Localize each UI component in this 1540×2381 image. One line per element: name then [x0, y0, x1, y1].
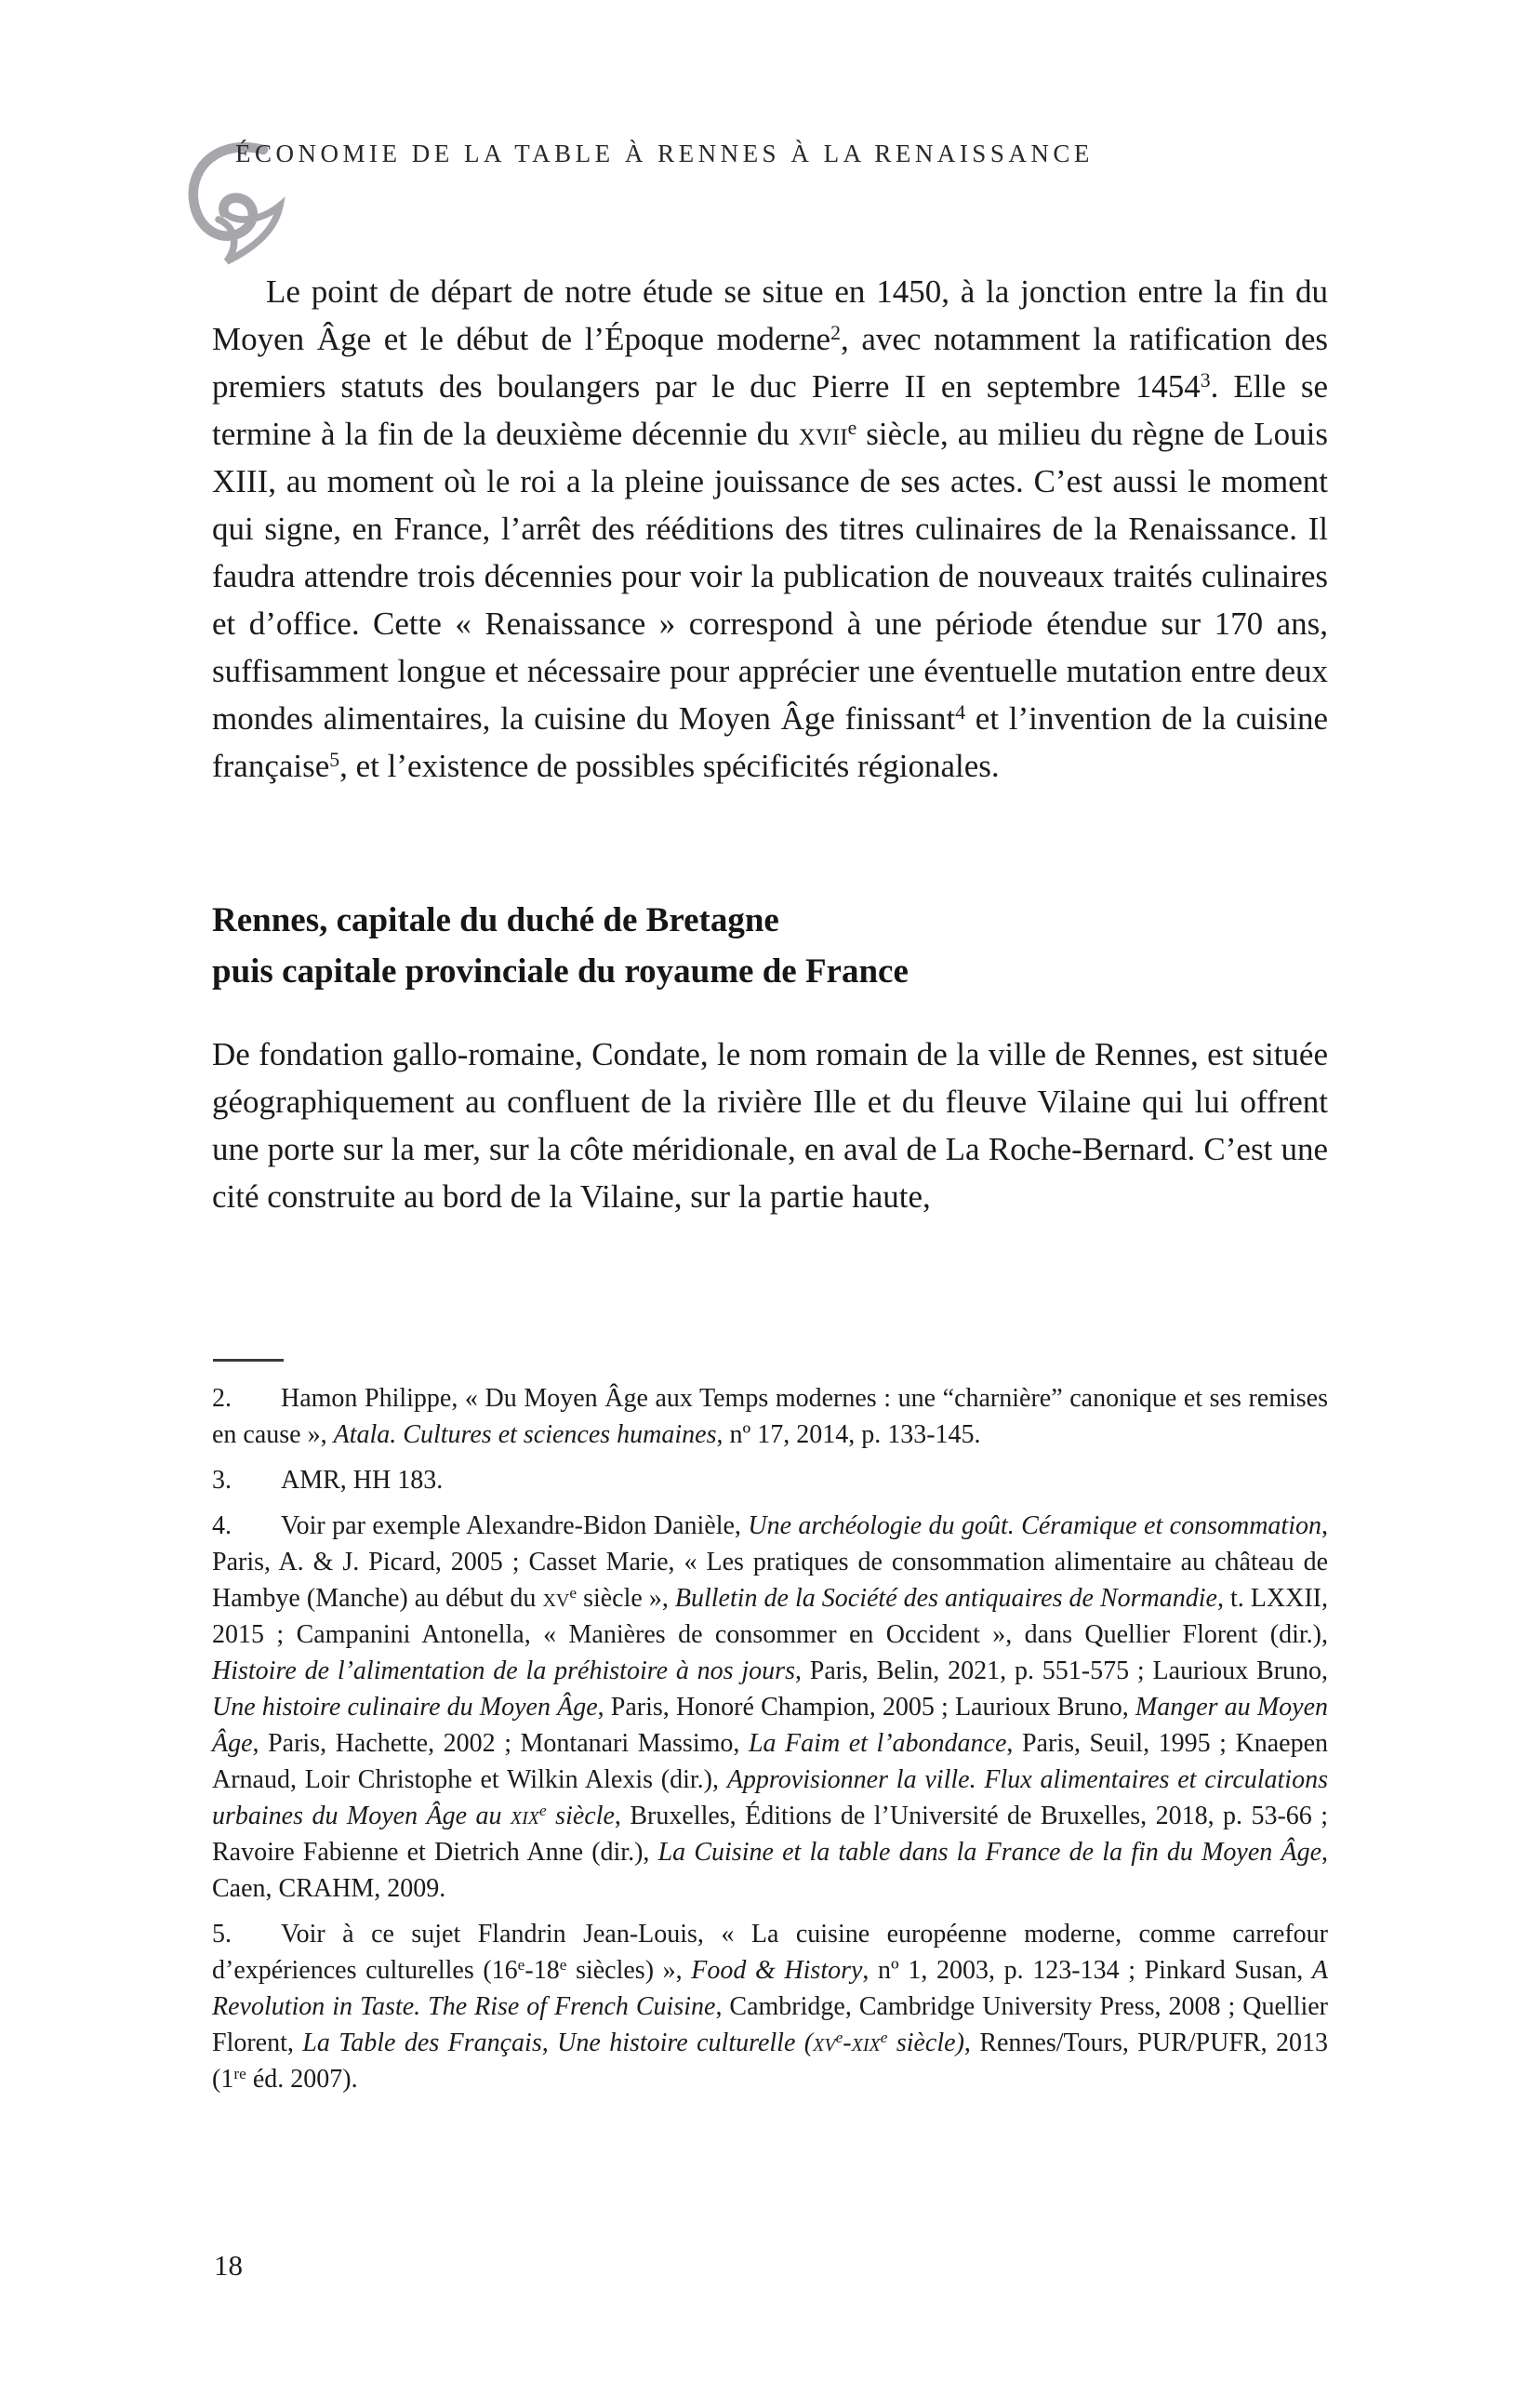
text-segment: siècle », [577, 1584, 675, 1613]
footnote-item [212, 1462, 1328, 1498]
text-segment: , Cambridge, Cambridge University Press, 2008 ; Quellier Florent, [212, 1992, 1328, 2057]
text-segment: 4 [955, 700, 966, 724]
text-segment: Histoire de l’alimentation de la préhistoire à nos jours [212, 1656, 795, 1685]
text-segment: Hamon Philippe, « Du Moyen Âge aux Temps modernes : une “charnière” canonique et ses remises en cause », [212, 1384, 1328, 1449]
footnote-separator-rule [213, 1359, 284, 1362]
text-segment: - [843, 2029, 852, 2057]
text-segment: , et l’existence de possibles spécificités régionales. [339, 748, 1000, 784]
text-segment: siècles) », [566, 1956, 692, 1985]
text-segment: et l’invention de la cuisine française [212, 700, 1328, 784]
text-segment: , nº 1, 2003, p. 123-134 ; Pinkard Susan, [862, 1956, 1312, 1985]
text-segment: xv [542, 1584, 570, 1613]
section-heading-line1: Rennes, capitale du duché de Bretagne [212, 901, 779, 939]
text-segment: Atala. Cultures et sciences humaines [333, 1420, 717, 1449]
body-paragraph-1 [212, 268, 1328, 790]
text-segment: , Paris, A. & J. Picard, 2005 ; Casset Marie, « Les pratiques de consommation alimentaire au château de Hambye (Manche) au début du [212, 1511, 1328, 1613]
text-segment: 3 [1200, 368, 1211, 392]
body-paragraph-2 [212, 1031, 1328, 1220]
text-segment: e [569, 1583, 578, 1602]
text-segment: siècle) [887, 2029, 964, 2057]
text-segment: , Paris, Hachette, 2002 ; Montanari Massimo, [252, 1729, 749, 1758]
text-segment: xix [851, 2029, 881, 2057]
text-segment: siècle, au milieu du règne de Louis XIII, au moment où le roi a la pleine jouissance de ses actes. C’est aussi le moment qui signe, en France, l’arrêt des rééditions des titres culinaires de la Renaissance. Il faudra attendre trois décennies pour voir la publication de nouveaux traités culinaires et d’office. Cette « Renaissance » correspond à une période étendue sur 170 ans, suffisamment longue et nécessaire pour apprécier une éventuelle mutation entre deux mondes alimentaires, la cuisine du Moyen Âge finissant [212, 416, 1329, 737]
text-segment: Une histoire culinaire du Moyen Âge [212, 1693, 598, 1722]
text-segment: AMR, HH 183. [281, 1466, 444, 1495]
text-segment: e [559, 1955, 567, 1974]
footnotes-section [212, 1380, 1328, 2107]
text-segment: xvii [798, 416, 848, 452]
text-segment: , Paris, Belin, 2021, p. 551-575 ; Laurioux Bruno, [794, 1656, 1328, 1685]
text-segment: -18 [524, 1956, 560, 1985]
text-segment: , Paris, Seuil, 1995 ; Knaepen Arnaud, Loir Christophe et Wilkin Alexis (dir.), [212, 1729, 1328, 1794]
text-segment: e [517, 1955, 525, 1974]
footnote-number: 4. [212, 1511, 232, 1540]
footnote-number: 2. [212, 1384, 232, 1413]
text-segment: xv [813, 2029, 836, 2057]
footnote-number: 5. [212, 1920, 232, 1949]
text-segment: Approvisionner la ville. Flux alimentaires et circulations urbaines du Moyen Âge au [212, 1765, 1328, 1830]
text-segment: , Bruxelles, Éditions de l’Université de Bruxelles, 2018, p. 53-66 ; Ravoire Fabienne et Dietrich Anne (dir.), [212, 1802, 1328, 1867]
text-segment: siècle [546, 1802, 615, 1830]
text-segment: e [880, 2028, 888, 2046]
running-header-text: ÉCONOMIE DE LA TABLE À RENNES À LA RENAISSANCE [235, 140, 1094, 167]
footnote-item [212, 1916, 1328, 2097]
text-segment: La Faim et l’abondance [748, 1729, 1007, 1758]
footnote-number: 3. [212, 1466, 232, 1495]
text-segment: A Revolution in Taste. The Rise of French Cuisine [212, 1956, 1328, 2021]
section-heading [212, 895, 1328, 997]
text-segment: , t. LXXII, 2015 ; Campanini Antonella, « Manières de consommer en Occident », dans Quellier Florent (dir.), [212, 1584, 1328, 1649]
text-segment: , Caen, CRAHM, 2009. [212, 1838, 1328, 1903]
text-segment: re [233, 2064, 246, 2082]
text-segment: Voir par exemple Alexandre-Bidon Danièle, [281, 1511, 749, 1540]
text-segment: e [539, 1801, 547, 1819]
footnote-item [212, 1380, 1328, 1453]
section-heading-line2: puis capitale provinciale du royaume de France [212, 952, 909, 991]
text-segment: , avec notamment la ratification des premiers statuts des boulangers par le duc Pierre II en septembre 1454 [212, 321, 1328, 405]
text-segment: Une archéologie du goût. Céramique et consommation [748, 1511, 1321, 1540]
text-segment: De fondation gallo-romaine, Condate, le nom romain de la ville de Rennes, est située géographiquement au confluent de la rivière Ille et du fleuve Vilaine qui lui offrent une porte sur la mer, sur la côte méridionale, en aval de La Roche-Bernard. C’est une cité construite au bord de la Vilaine, sur la partie haute, [212, 1036, 1328, 1215]
text-segment: . Elle se termine à la fin de la deuxième décennie du [212, 368, 1328, 452]
text-segment: Le point de départ de notre étude se situe en 1450, à la jonction entre la fin du Moyen Âge et le début de l’Époque moderne [212, 273, 1328, 357]
text-segment: e [847, 416, 857, 439]
text-segment: , Rennes/Tours, PUR/PUFR, 2013 (1 [212, 2029, 1328, 2094]
text-segment: La Cuisine et la table dans la France de la fin du Moyen Âge [657, 1838, 1321, 1867]
text-segment: Food & History [691, 1956, 863, 1985]
footnote-item [212, 1508, 1328, 1907]
text-segment: Voir à ce sujet Flandrin Jean-Louis, « La cuisine européenne moderne, comme carrefour d’expériences culturelles (16 [212, 1920, 1328, 1985]
text-segment: e [835, 2028, 843, 2046]
page-number: 18 [214, 2249, 243, 2281]
text-segment: La Table des Français, Une histoire culturelle ( [302, 2029, 814, 2057]
text-segment: , Paris, Honoré Champion, 2005 ; Laurioux Bruno, [597, 1693, 1135, 1722]
text-segment: Manger au Moyen Âge [212, 1693, 1328, 1758]
text-segment: xix [510, 1802, 540, 1830]
text-segment: 2 [830, 321, 841, 344]
text-segment: Bulletin de la Société des antiquaires de Normandie [674, 1584, 1217, 1613]
running-header [177, 128, 1328, 249]
text-segment: 5 [329, 748, 340, 771]
text-segment: éd. 2007). [246, 2065, 358, 2094]
text-segment: , nº 17, 2014, p. 133-145. [716, 1420, 981, 1449]
